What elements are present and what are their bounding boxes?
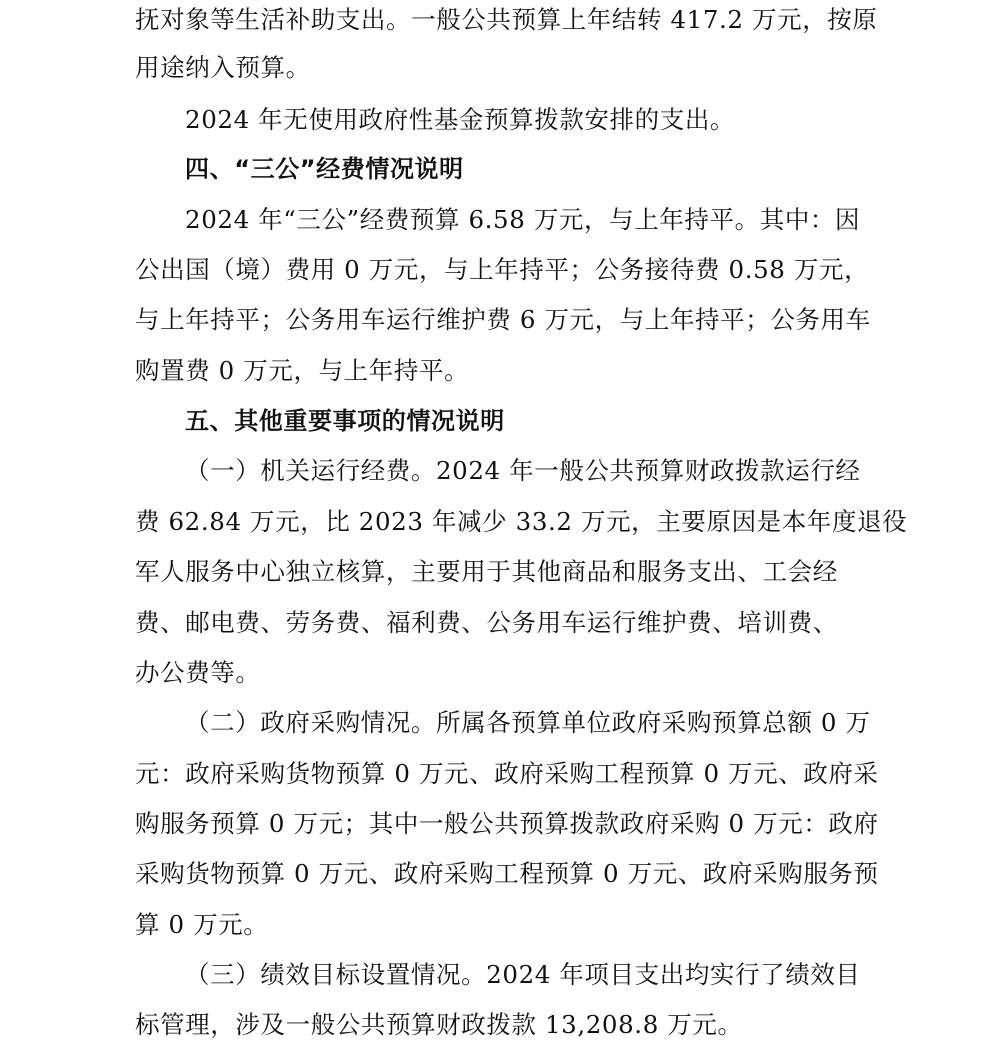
body-text-line: 算 0 万元。 [135,910,269,939]
body-text-line: （三）绩效目标设置情况。2024 年项目支出均实行了绩效目 [185,960,861,989]
body-text-line: 采购货物预算 0 万元、政府采购工程预算 0 万元、政府采购服务预 [135,859,879,888]
body-text-line: 公出国（境）费用 0 万元，与上年持平；公务接待费 0.58 万元， [135,255,870,284]
body-text-line: （一）机关运行经费。2024 年一般公共预算财政拨款运行经 [185,456,861,485]
body-text-line: 与上年持平；公务用车运行维护费 6 万元，与上年持平；公务用车 [135,305,871,334]
body-text-line: 2024 年“三公”经费预算 6.58 万元，与上年持平。其中：因 [185,205,861,234]
body-text-line: 标管理，涉及一般公共预算财政拨款 13,208.8 万元。 [135,1010,743,1039]
body-text-line: （二）政府采购情况。所属各预算单位政府采购预算总额 0 万 [185,708,871,737]
body-text-line: 办公费等。 [135,658,261,687]
body-text-line: 元：政府采购货物预算 0 万元、政府采购工程预算 0 万元、政府采 [135,759,879,788]
body-text-line: 费、邮电费、劳务费、福利费、公务用车运行维护费、培训费、 [135,608,838,637]
section-heading: 五、其他重要事项的情况说明 [185,407,505,435]
section-heading: 四、“三公”经费情况说明 [185,155,464,183]
body-text-line: 2024 年无使用政府性基金预算拨款安排的支出。 [185,105,736,134]
body-text-line: 用途纳入预算。 [135,53,311,82]
body-text-line: 购服务预算 0 万元；其中一般公共预算拨款政府采购 0 万元：政府 [135,809,879,838]
body-text-line: 军人服务中心独立核算，主要用于其他商品和服务支出、工会经 [135,557,838,586]
body-text-line: 抚对象等生活补助支出。一般公共预算上年结转 417.2 万元，按原 [135,5,878,34]
body-text-line: 费 62.84 万元，比 2023 年减少 33.2 万元，主要原因是本年度退役 [135,507,908,536]
body-text-line: 购置费 0 万元，与上年持平。 [135,356,470,385]
